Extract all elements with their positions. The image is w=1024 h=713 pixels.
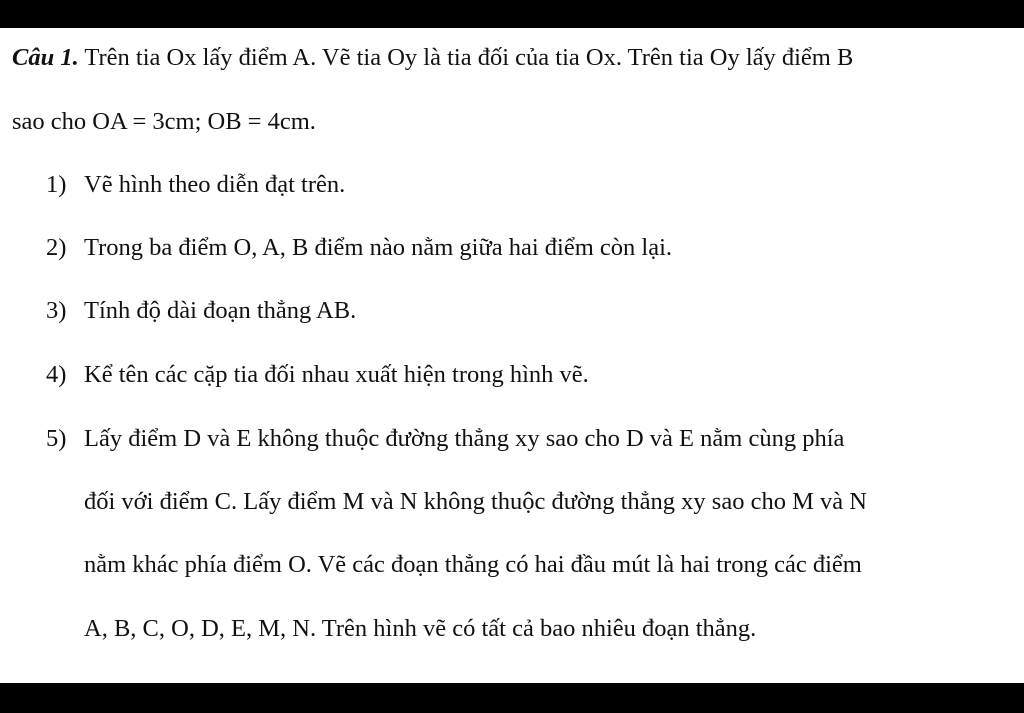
item-5-line-3: nằm khác phía điểm O. Vẽ các đoạn thẳng có hai đầu mút là hai trong các điểm	[84, 551, 862, 578]
item-3-line-1: Tính độ dài đoạn thẳng AB.	[84, 297, 357, 324]
bottom-black-border	[0, 683, 1024, 713]
document-page	[0, 28, 1024, 683]
question-intro-line-2: sao cho OA = 3cm; OB = 4cm.	[12, 108, 316, 135]
question-label: Câu 1.	[12, 44, 79, 71]
item-4-number: 4)	[46, 361, 67, 388]
question-intro-line-1: Trên tia Ox lấy điểm A. Vẽ tia Oy là tia đối của tia Ox. Trên tia Oy lấy điểm B	[78, 44, 854, 71]
item-1-line-1: Vẽ hình theo diễn đạt trên.	[84, 171, 346, 198]
item-1-number: 1)	[46, 171, 67, 198]
item-5-line-2: đối với điểm C. Lấy điểm M và N không thuộc đường thẳng xy sao cho M và N	[84, 488, 867, 515]
question-line-1	[12, 46, 853, 71]
item-5-line-1: Lấy điểm D và E không thuộc đường thẳng xy sao cho D và E nằm cùng phía	[84, 425, 845, 452]
item-5-line-4: A, B, C, O, D, E, M, N. Trên hình vẽ có tất cả bao nhiêu đoạn thẳng.	[84, 615, 757, 642]
item-5-number: 5)	[46, 425, 67, 452]
item-2-number: 2)	[46, 234, 67, 261]
item-4-line-1: Kể tên các cặp tia đối nhau xuất hiện trong hình vẽ.	[84, 361, 589, 388]
item-2-line-1: Trong ba điểm O, A, B điểm nào nằm giữa hai điểm còn lại.	[84, 234, 673, 261]
item-3-number: 3)	[46, 297, 67, 324]
top-black-border	[0, 0, 1024, 28]
